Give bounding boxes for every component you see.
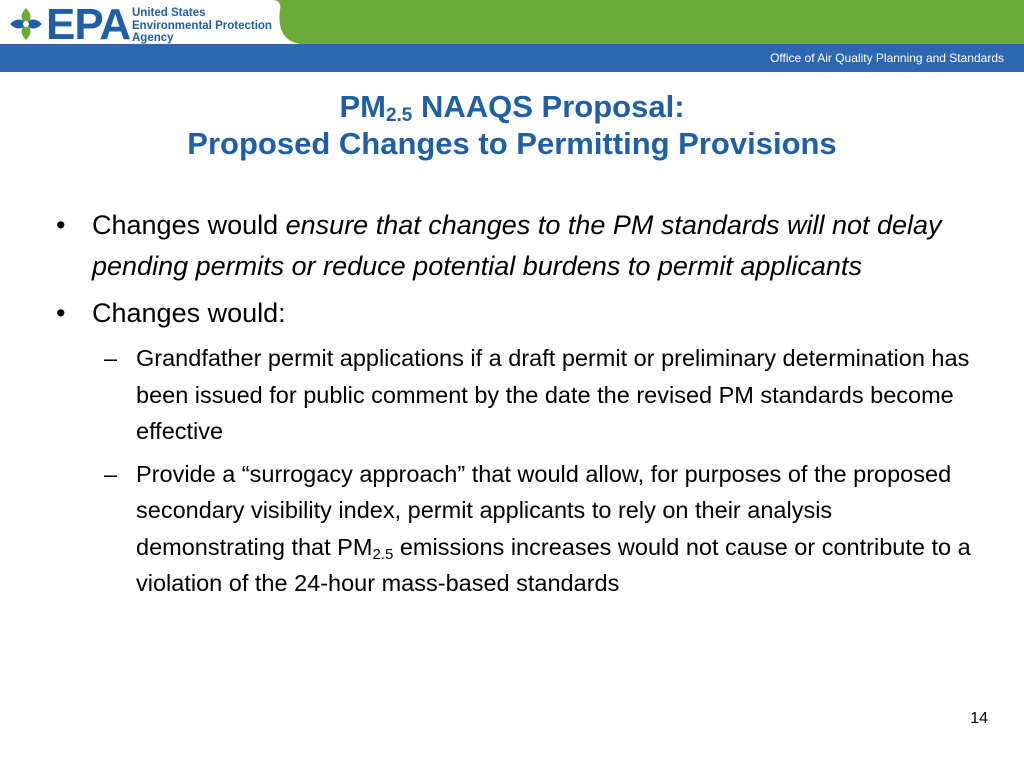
title-pm-subscript: 2.5 (385, 105, 413, 126)
header (0, 0, 1024, 72)
agency-line-3: Agency (132, 32, 174, 44)
sub-bullet-1-text: Grandfather permit applications if a draft permit or preliminary determination has been issued for public comment by the date the revised PM standards become effective (136, 345, 970, 444)
slide-body (52, 205, 972, 608)
agency-line-2: Environmental Protection (132, 19, 272, 32)
bullet-dot-icon: • (56, 210, 66, 240)
bullet-1-italic: ensure that changes to the PM standards will not delay pending permits or reduce potential burdens to permit applicants (92, 210, 942, 281)
bullet-dot-icon: • (56, 298, 66, 328)
title-pm: PM (339, 89, 386, 124)
slide-title (0, 88, 1024, 162)
sub-bullet-2-subscript: 2.5 (372, 545, 394, 563)
sub-bullet-2 (96, 456, 972, 602)
title-naaqs: NAAQS Proposal: (412, 89, 685, 124)
page-number: 14 (970, 710, 988, 727)
epa-logo-text: EPA (46, 0, 131, 49)
office-label: Office of Air Quality Planning and Standards (770, 51, 1004, 65)
agency-name (132, 7, 272, 45)
bullet-1 (52, 205, 972, 287)
sub-bullet-2-pre: Provide a “surrogacy approach” that would allow, for purposes of the proposed secondary visibility index, permit applicants to rely on their analysis demonstrating that PM (136, 460, 952, 560)
dash-bullet-icon: – (104, 345, 118, 371)
bullet-2 (52, 293, 972, 334)
bullet-1-plain: Changes would (92, 210, 286, 240)
sub-bullet-1 (96, 340, 972, 450)
title-line-2: Proposed Changes to Permitting Provisions (187, 126, 837, 161)
epa-flower-icon (6, 4, 46, 44)
sub-bullet-2-post: emissions increases would not cause or contribute to a violation of the 24-hour mass-based standards (136, 533, 971, 596)
bullet-2-text: Changes would: (92, 298, 286, 328)
title-line-1 (0, 88, 1024, 125)
agency-line-1: United States (132, 7, 206, 19)
dash-bullet-icon: – (104, 460, 118, 487)
